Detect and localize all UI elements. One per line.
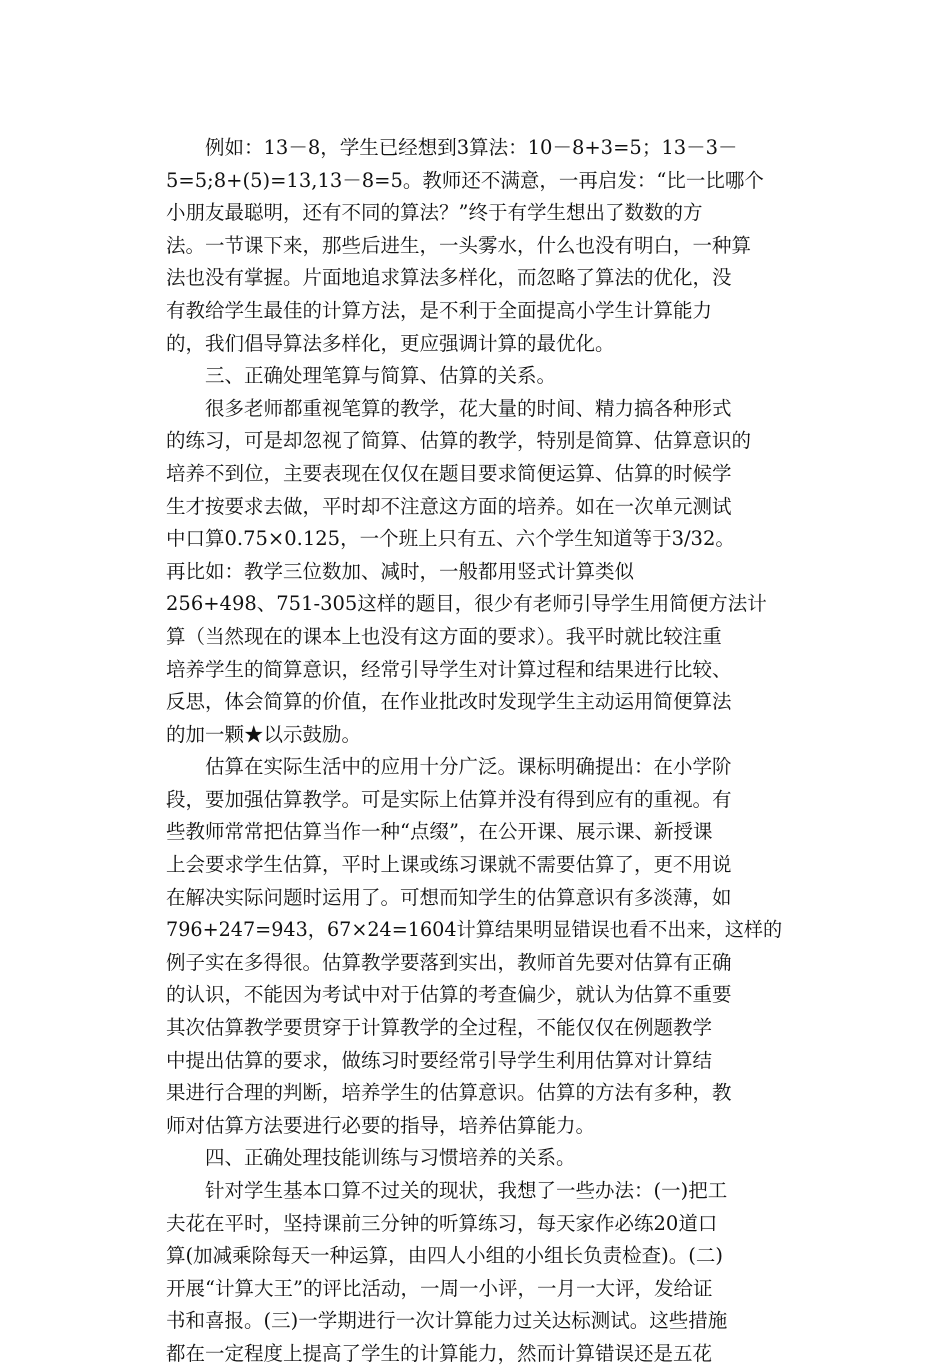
text-line: 796+247=943，67×24=1604计算结果明显错误也看不出来，这样的 — [166, 918, 783, 942]
text-line: 三、正确处理笔算与简算、估算的关系。 — [205, 364, 557, 388]
text-line: 书和喜报。(三)一学期进行一次计算能力过关达标测试。这些措施 — [166, 1309, 728, 1333]
text-line: 培养学生的简算意识，经常引导学生对计算过程和结果进行比较、 — [166, 657, 732, 681]
text-line: 生才按要求去做，平时却不注意这方面的培养。如在一次单元测试 — [166, 494, 732, 518]
text-line: 例子实在多得很。估算教学要落到实出，教师首先要对估算有正确 — [166, 950, 732, 974]
text-line: 开展“计算大王”的评比活动，一周一小评，一月一大评，发给证 — [166, 1276, 713, 1300]
text-line: 的，我们倡导算法多样化，更应强调计算的最优化。 — [166, 331, 615, 355]
text-line: 5=5;8+(5)=13,13－8=5。教师还不满意，一再启发：“比一比哪个 — [166, 168, 764, 192]
text-line: 段，要加强估算教学。可是实际上估算并没有得到应有的重视。有 — [166, 787, 732, 811]
text-line: 针对学生基本口算不过关的现状，我想了一些办法：(一)把工 — [205, 1179, 728, 1202]
text-line: 在解决实际问题时运用了。可想而知学生的估算意识有多淡薄，如 — [166, 885, 732, 909]
text-line: 算（当然现在的课本上也没有这方面的要求）。我平时就比较注重 — [166, 624, 722, 648]
text-line: 很多老师都重视笔算的教学，花大量的时间、精力搞各种形式 — [205, 396, 732, 420]
text-line: 都在一定程度上提高了学生的计算能力，然而计算错误还是五花 — [166, 1341, 713, 1365]
text-line: 的加一颗★以示鼓励。 — [166, 722, 362, 746]
text-line: 其次估算教学要贯穿于计算教学的全过程，不能仅仅在例题教学 — [166, 1016, 713, 1040]
text-line: 师对估算方法要进行必要的指导，培养估算能力。 — [166, 1113, 596, 1137]
text-line: 上会要求学生估算，平时上课或练习课就不需要估算了，更不用说 — [166, 853, 732, 877]
text-line: 例如：13－8，学生已经想到3算法：10－8+3=5；13－3－ — [205, 136, 738, 159]
text-line: 的认识，不能因为考试中对于估算的考查偏少，就认为估算不重要 — [166, 983, 732, 1007]
text-line: 法也没有掌握。片面地追求算法多样化，而忽略了算法的优化，没 — [166, 266, 732, 290]
text-line: 中口算0.75×0.125，一个班上只有五、六个学生知道等于3/32。 — [166, 527, 735, 551]
text-line: 些教师常常把估算当作一种“点缀”，在公开课、展示课、新授课 — [166, 820, 713, 844]
text-line: 有教给学生最佳的计算方法，是不利于全面提高小学生计算能力 — [166, 298, 713, 322]
text-line: 果进行合理的判断，培养学生的估算意识。估算的方法有多种，教 — [166, 1081, 732, 1105]
text-line: 估算在实际生活中的应用十分广泛。课标明确提出：在小学阶 — [205, 755, 732, 779]
text-line: 再比如：教学三位数加、减时，一般都用竖式计算类似 — [166, 559, 635, 583]
text-line: 培养不到位，主要表现在仅仅在题目要求简便运算、估算的时候学 — [166, 461, 732, 485]
text-line: 四、正确处理技能训练与习惯培养的关系。 — [205, 1146, 576, 1170]
text-line: 算(加减乘除每天一种运算，由四人小组的小组长负责检查)。(二) — [166, 1244, 723, 1268]
text-line: 的练习，可是却忽视了简算、估算的教学，特别是简算、估算意识的 — [166, 429, 752, 453]
text-line: 小朋友最聪明，还有不同的算法？”终于有学生想出了数数的方 — [166, 201, 703, 225]
text-line: 夫花在平时，坚持课前三分钟的听算练习，每天家作必练20道口 — [166, 1211, 718, 1235]
text-line: 法。一节课下来，那些后进生，一头雾水，什么也没有明白，一种算 — [166, 233, 752, 257]
text-line: 中提出估算的要求，做练习时要经常引导学生利用估算对计算结 — [166, 1048, 713, 1072]
text-line: 反思，体会简算的价值，在作业批改时发现学生主动运用简便算法 — [166, 690, 732, 714]
text-line: 256+498、751-305这样的题目，很少有老师引导学生用简便方法计 — [166, 592, 767, 616]
body-text — [166, 132, 786, 1371]
